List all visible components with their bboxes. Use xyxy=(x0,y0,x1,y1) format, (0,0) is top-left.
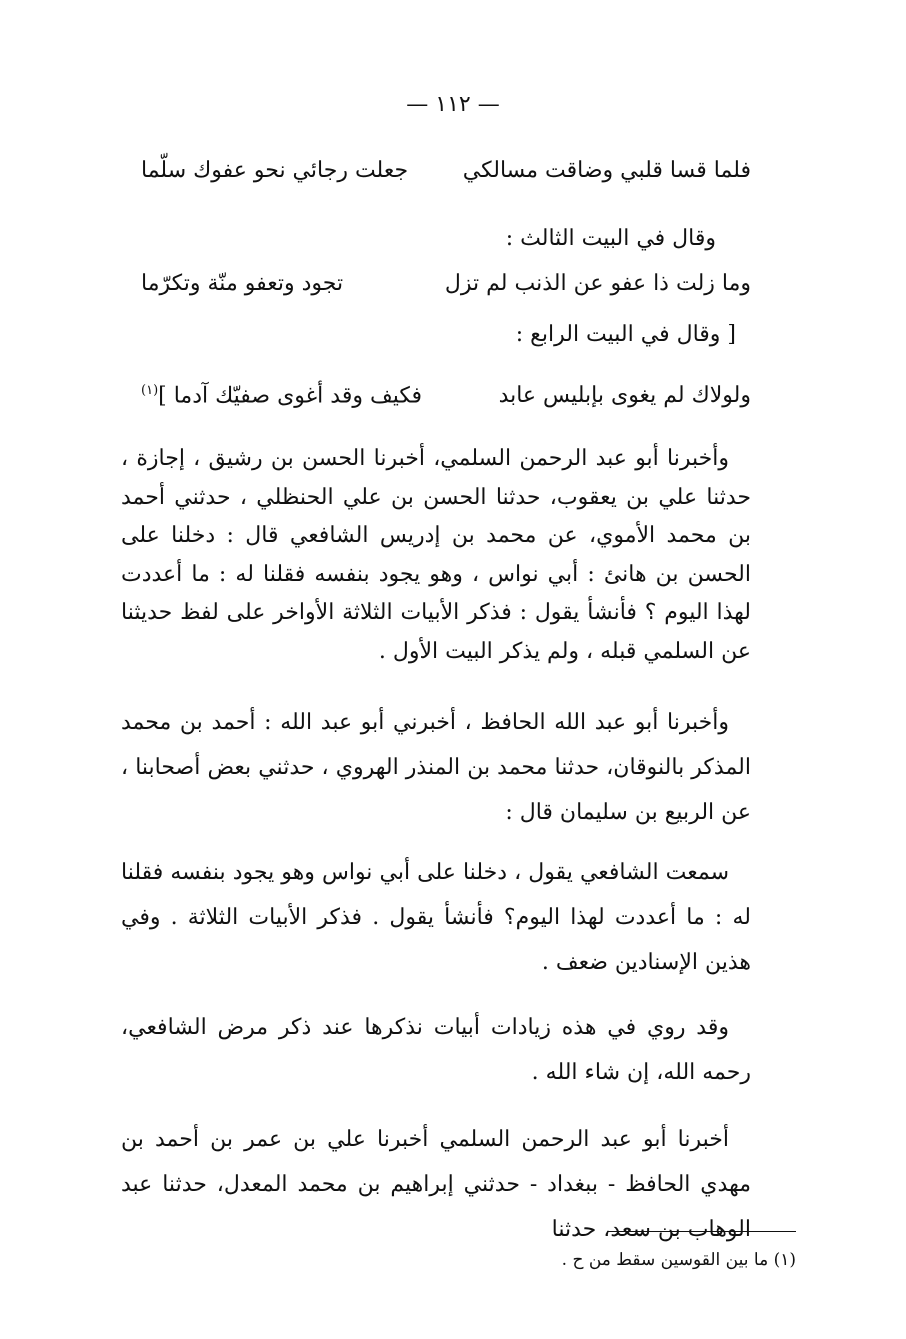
footnote: (١) ما بين القوسين سقط من ح . xyxy=(561,1250,796,1270)
verse-4 xyxy=(141,383,751,408)
verse-1-first-hemistich: فلما قسا قلبي وضاقت مسالكي xyxy=(462,158,751,183)
paragraph-3: سمعت الشافعي يقول ، دخلنا على أبي نواس وهو يجود بنفسه فقلنا له : ما أعددت لهذا اليوم؟ فأنشأ يقول . فذكر الأبيات الثلاثة . وفي هذين الإسنادين ضعف . xyxy=(121,860,751,975)
paragraph-4: وقد روي في هذه زيادات أبيات نذكرها عند ذكر مرض الشافعي، رحمه الله، إن شاء الله . xyxy=(121,1015,751,1085)
verse-3 xyxy=(141,271,751,296)
verse-3-first-hemistich: وما زلت ذا عفو عن الذنب لم تزل xyxy=(444,271,751,296)
verse-3-second-hemistich: تجود وتعفو منّة وتكرّما xyxy=(141,271,344,296)
verse-4-second-hemistich xyxy=(141,383,422,408)
page-number: — ١١٢ — xyxy=(406,92,500,117)
footnote-marker: (١) xyxy=(141,383,159,398)
verse-4-second-text: فكيف وقد أغوى صفيّك آدما ] xyxy=(158,383,423,409)
footnote-divider xyxy=(608,1231,796,1232)
verse-4-first-hemistich: ولولاك لم يغوى بإبليس عابد xyxy=(498,383,751,409)
paragraph-5: أخبرنا أبو عبد الرحمن السلمي أخبرنا علي بن عمر بن أحمد بن مهدي الحافظ - ببغداد - حدثني إبراهيم بن محمد المعدل، حدثنا عبد الوهاب بن سعد، حدثنا xyxy=(121,1127,751,1242)
paragraph-1: وأخبرنا أبو عبد الرحمن السلمي، أخبرنا الحسن بن رشيق ، إجازة ، حدثنا علي بن يعقوب، حدثنا الحسن بن علي الحنظلي ، حدثني أحمد بن محمد الأموي، عن محمد بن إدريس الشافعي قال : دخلنا على الحسن بن هانئ : أبي نواس ، وهو يجود بنفسه فقلنا له : ما أعددت لهذا اليوم ؟ فأنشأ يقول : فذكر الأبيات الثلاثة الأواخر على لفظ حديثنا عن السلمي قبله ، ولم يذكر البيت الأول . xyxy=(121,446,751,664)
verse-1-second-hemistich: جعلت رجائي نحو عفوك سلّما xyxy=(141,158,409,183)
intro-verse-3: وقال في البيت الثالث : xyxy=(505,226,716,251)
verse-1 xyxy=(141,158,751,183)
paragraph-2: وأخبرنا أبو عبد الله الحافظ ، أخبرني أبو عبد الله : أحمد بن محمد المذكر بالنوقان، حدثنا محمد بن المنذر الهروي ، حدثني بعض أصحابنا ، عن الربيع بن سليمان قال : xyxy=(121,710,751,825)
intro-verse-4: [ وقال في البيت الرابع : xyxy=(515,322,736,347)
